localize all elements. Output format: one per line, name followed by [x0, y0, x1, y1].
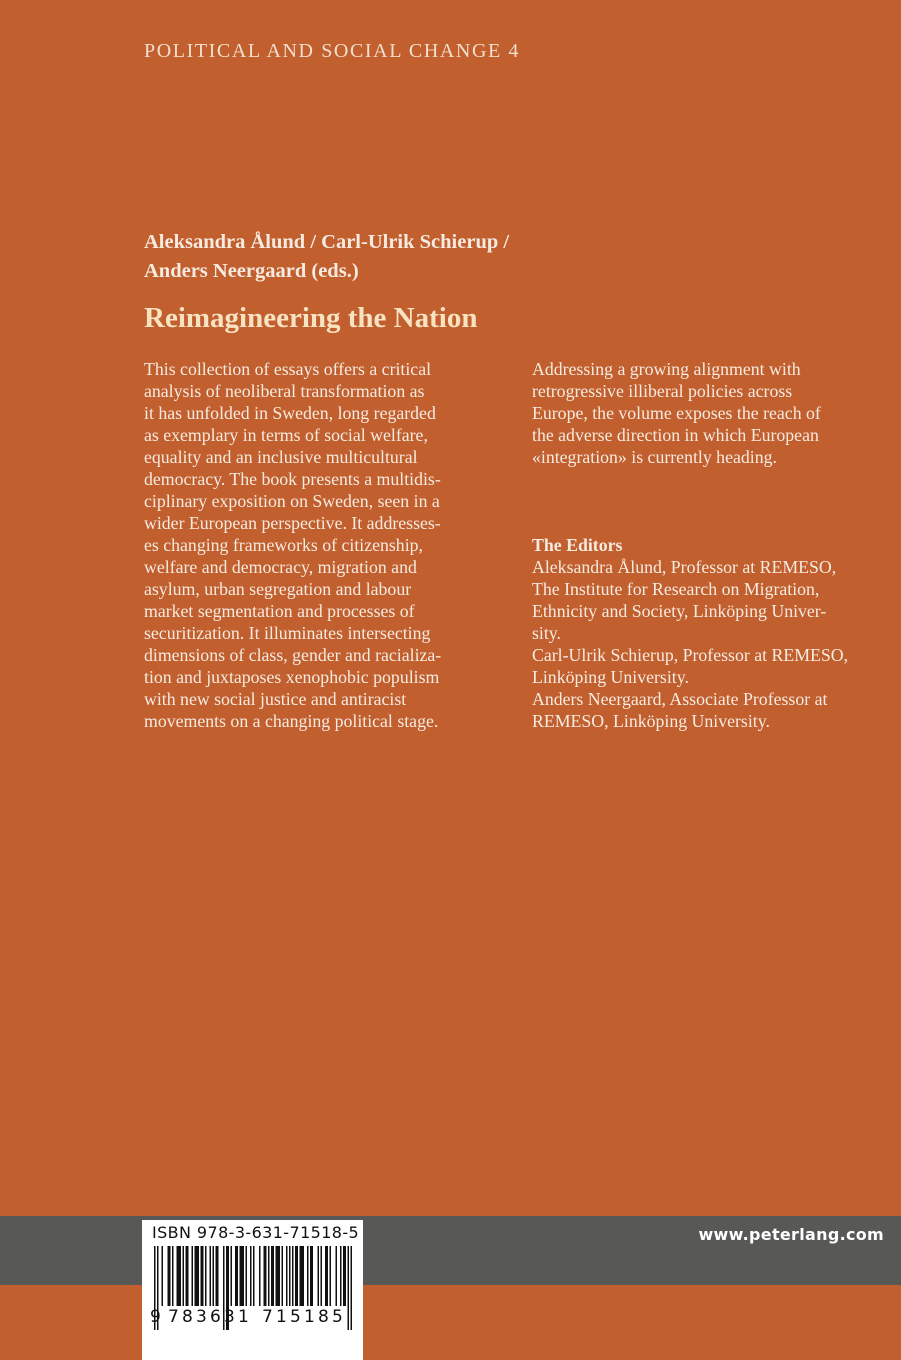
barcode-bar	[343, 1246, 346, 1306]
editors-bio-line: sity.	[532, 623, 561, 643]
ean-digit: 1	[304, 1307, 315, 1327]
barcode-bar	[276, 1246, 281, 1306]
blurb-line: tion and juxtaposes xenophobic populism	[144, 667, 440, 687]
barcode-bar	[289, 1246, 291, 1306]
ean-digit: 9	[150, 1307, 161, 1327]
blurb-line: asylum, urban segregation and labour	[144, 579, 412, 599]
barcode-bar	[307, 1246, 309, 1306]
barcode-bar	[321, 1246, 323, 1306]
editors-names	[144, 228, 509, 286]
blurb-line: the adverse direction in which European	[532, 425, 819, 445]
blurb-right-column	[532, 358, 892, 732]
editors-line: Aleksandra Ålund / Carl-Ulrik Schierup /	[144, 231, 510, 253]
blurb-line: Addressing a growing alignment with	[532, 359, 801, 379]
publisher-website[interactable]: www.peterlang.com	[698, 1225, 884, 1244]
barcode-bar	[210, 1246, 212, 1306]
editors-bio-line: Anders Neergaard, Associate Professor at	[532, 689, 828, 709]
ean-digit: 7	[262, 1307, 273, 1327]
ean-digit: 5	[332, 1307, 343, 1327]
ean-digit: 8	[182, 1307, 193, 1327]
barcode-bar	[177, 1246, 182, 1306]
ean-digit: 3	[224, 1307, 235, 1327]
barcode-bar	[172, 1246, 174, 1306]
ean-digit: 6	[210, 1307, 221, 1327]
barcode-bar	[240, 1246, 245, 1306]
series-title: POLITICAL AND SOCIAL CHANGE 4	[144, 40, 521, 62]
barcode-bar	[336, 1246, 338, 1306]
book-title: Reimagineering the Nation	[144, 302, 478, 334]
barcode-bar	[295, 1246, 298, 1306]
blurb-line: it has unfolded in Sweden, long regarded	[144, 403, 436, 423]
barcode-panel	[142, 1220, 363, 1360]
barcode-bar	[351, 1246, 353, 1330]
blurb-line: Europe, the volume exposes the reach of	[532, 403, 821, 423]
barcode-bar	[271, 1246, 274, 1306]
barcode-bar	[192, 1246, 194, 1306]
ean-digit: 1	[238, 1307, 249, 1327]
barcode-bar	[186, 1246, 189, 1306]
barcode-bar	[216, 1246, 219, 1306]
ean-digit: 8	[318, 1307, 329, 1327]
barcode-bar	[259, 1246, 261, 1306]
barcode-bar	[213, 1246, 215, 1306]
barcode-bar	[348, 1246, 350, 1330]
editors-bio-line: Carl-Ulrik Schierup, Professor at REMESO,	[532, 645, 849, 665]
blurb-line: movements on a changing political stage.	[144, 711, 439, 731]
barcode-bar	[235, 1246, 238, 1306]
barcode-bar	[300, 1246, 305, 1306]
ean-digit: 7	[168, 1307, 179, 1327]
column-spacer	[532, 468, 892, 534]
barcode-bar	[246, 1246, 248, 1306]
barcode-bar	[268, 1246, 270, 1306]
blurb-line: This collection of essays offers a critical	[144, 359, 432, 379]
barcode-bar	[231, 1246, 233, 1306]
barcode-bar	[264, 1246, 267, 1306]
blurb-line: as exemplary in terms of social welfare,	[144, 425, 428, 445]
blurb-line: market segmentation and processes of	[144, 601, 415, 621]
editors-bio-line: Aleksandra Ålund, Professor at REMESO,	[532, 557, 837, 577]
barcode-bar	[201, 1246, 204, 1306]
editors-bio-line: The Institute for Research on Migration,	[532, 579, 820, 599]
blurb-line: welfare and democracy, migration and	[144, 557, 417, 577]
editors-bio-line: Linköping University.	[532, 667, 689, 687]
blurb-line: equality and an inclusive multicultural	[144, 447, 418, 467]
blurb-line: «integration» is currently heading.	[532, 447, 777, 467]
barcode-bar	[195, 1246, 200, 1306]
blurb-line: retrogressive illiberal policies across	[532, 381, 793, 401]
blurb-line: analysis of neoliberal transformation as	[144, 381, 425, 401]
blurb-line: with new social justice and antiracist	[144, 689, 407, 709]
barcode-bar	[310, 1246, 313, 1306]
barcode-bar	[318, 1246, 320, 1306]
editors-heading: The Editors	[532, 535, 623, 555]
blurb-line: securitization. It illuminates intersecting	[144, 623, 431, 643]
editors-bio-line: REMESO, Linköping University.	[532, 711, 770, 731]
barcode-bar	[253, 1246, 255, 1306]
ean-digit: 1	[276, 1307, 287, 1327]
barcode-bar	[330, 1246, 332, 1306]
barcode-bar	[340, 1246, 342, 1306]
barcode-bar	[205, 1246, 207, 1306]
blurb-line: ciplinary exposition on Sweden, seen in a	[144, 491, 440, 511]
blurb-line: wider European perspective. It addresses-	[144, 513, 441, 533]
ean-digit: 3	[196, 1307, 207, 1327]
barcode-bar	[292, 1246, 294, 1306]
barcode-bar	[250, 1246, 252, 1306]
barcode-bar	[183, 1246, 185, 1306]
barcode-bar	[325, 1246, 328, 1306]
isbn-label: ISBN 978-3-631-71518-5	[152, 1223, 360, 1242]
barcode-bar	[286, 1246, 288, 1306]
barcode-bar	[162, 1246, 164, 1306]
blurb-left-column	[144, 358, 504, 732]
blurb-line: es changing frameworks of citizenship,	[144, 535, 423, 555]
editors-bio-line: Ethnicity and Society, Linköping Univer-	[532, 601, 827, 621]
barcode-bar	[168, 1246, 171, 1306]
barcode-bar	[282, 1246, 284, 1306]
blurb-line: dimensions of class, gender and racializa-	[144, 645, 442, 665]
ean-digit: 5	[290, 1307, 301, 1327]
editors-line: Anders Neergaard (eds.)	[144, 260, 359, 282]
blurb-line: democracy. The book presents a multidis-	[144, 469, 441, 489]
